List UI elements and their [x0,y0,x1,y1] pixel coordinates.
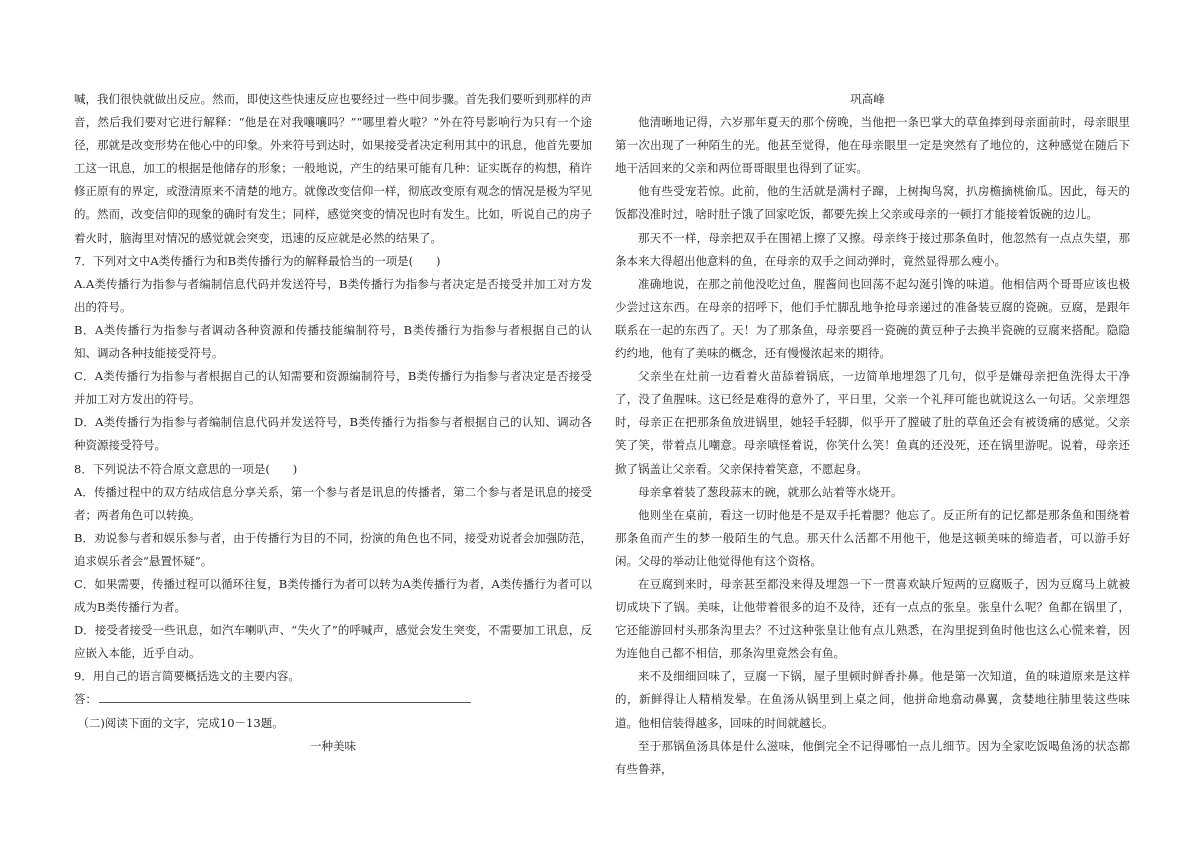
q7-option-b: B．A类传播行为指参与者调动各种资源和传播技能编制符号，B类传播行为指参与者根据自己的认知、调动各种技能接受符号。 [74,322,592,361]
story-paragraph: 母亲拿着装了葱段蒜末的碗，就那么站着等水烧开。 [638,484,903,499]
question-9: 9．用自己的语言简要概括选文的主要内容。 [74,669,300,684]
story-paragraph: 在豆腐到来时，母亲甚至都没来得及埋怨一下一贯喜欢缺斤短两的豆腐贩子，因为豆腐马上就被切成块下了锅。美味，让他带着很多的迫不及待，还有一点点的张皇。张皇什么呢？鱼都在锅里了，它还能游回村头那条沟里去？不过这种张皇让他有点儿熟悉，在沟里捉到鱼时他也这么心慌来着，因为连他自己都不相信，那条沟里竟然会有鱼。 [615,576,1130,661]
story-paragraph: 至于那锅鱼汤具体是什么滋味，他倒完全不记得哪怕一点儿细节。因为全家吃饭喝鱼汤的状态都有些鲁莽， [615,738,1130,776]
question-8: 8．下列说法不符合原文意思的一项是( ) [74,461,298,476]
q8-option-b: B．劝说参与者和娱乐参与者，由于传播行为目的不同，扮演的角色也不同，接受劝说者会加强防范，追求娱乐者会“悬置怀疑”。 [74,530,592,568]
q8-option-a: A．传播过程中的双方结成信息分享关系，第一个参与者是讯息的传播者，第二个参与者是讯息的接受者；两者角色可以转换。 [74,484,592,522]
intro-paragraph: 喊，我们很快就做出反应。然而，即使这些快速反应也要经过一些中间步骤。首先我们要听到那样的声音，然后我们要对它进行解释：“他是在对我嚷嚷吗？”“哪里着火啦？”外在符号影响行为只有一个途径，那就是改变形势在他心中的印象。外来符号到达时，如果接受者决定利用其中的讯息，他首先要加工这一讯息，加工的根据是他储存的形象；一般地说，产生的结果可能有几种：证实既存的构想，稍许修正原有的界定，或澄清原来不清楚的地方。就像改变信仰一样，彻底改变原有观念的情况是极为罕见的。然而，改变信仰的现象的确时有发生；同样，感觉突变的情况也时有发生。比如，听说自己的房子着火时，脑海里对情况的感觉就会突变，迅速的反应就是必然的结果了。 [74,92,592,245]
author-name: 巩高峰 [850,92,885,106]
story-paragraph: 他有些受宠若惊。此前，他的生活就是满村子蹿，上树掏鸟窝，扒房檐摘桃偷瓜。因此，每天的饭都没准时过，啥时肚子饿了回家吃饭，都要先挨上父亲或母亲的一顿打才能接着饭碗的边儿。 [615,184,1130,222]
answer-line[interactable] [99,692,471,703]
story-paragraph: 父亲坐在灶前一边看着火苗舔着锅底，一边简单地埋怨了几句，似乎是嫌母亲把鱼洗得太干净了，没了鱼腥味。这已经是难得的意外了，平日里，父亲一个礼拜可能也就说这么一句话。父亲埋怨时，母亲正在把那条鱼放进锅里，她轻手轻脚，似乎开了膛破了肚的草鱼还会有被烫痛的感觉。父亲笑了笑，带着点儿嘲意。母亲嗔怪着说，你笑什么笑！鱼真的还没死，还在锅里游呢。说着，母亲还掀了锅盖让父亲看。父亲保持着笑意，不愿起身。 [615,369,1130,476]
q7-option-a: A.A类传播行为指参与者编制信息代码并发送符号，B类传播行为指参与者决定是否接受并加工对方发出的符号。 [74,276,592,314]
story-paragraph: 他则坐在桌前，看这一切时他是不是双手托着腮？他忘了。反正所有的记忆都是那条鱼和围绕着那条鱼而产生的梦一般陌生的气息。那天什么活都不用他干，他是这顿美味的缔造者，可以游手好闲。父母的举动让他觉得他有这个资格。 [615,507,1130,568]
answer-label: 答： [74,692,97,707]
story-paragraph: 他清晰地记得，六岁那年夏天的那个傍晚，当他把一条巴掌大的草鱼捧到母亲面前时，母亲眼里第一次出现了一种陌生的光。他甚至觉得，他在母亲眼里一定是突然有了地位的，这种感觉在随后下地干活回来的父亲和两位哥哥眼里也得到了证实。 [615,115,1130,176]
section-2-heading: （二)阅读下面的文字，完成10－13题。 [77,715,284,730]
q7-option-c: C．A类传播行为指参与者根据自己的认知需要和资源编制符号，B类传播行为指参与者决定是否接受并加工对方发出的符号。 [74,369,592,407]
story-paragraph: 来不及细细回味了，豆腐一下锅，屋子里顿时鲜香扑鼻。他是第一次知道，鱼的味道原来是这样的，新鲜得让人精梢发晕。在鱼汤从锅里到上桌之间，他拼命地翕动鼻翼，贪婪地往肺里装这些味道。他相信装得越多，回味的时间就越长。 [615,669,1130,730]
right-column [615,88,1130,781]
answer-row [74,688,592,711]
q8-option-d: D．接受者接受一些讯息，如汽车喇叭声、“失火了”的呼喊声，感觉会发生突变，不需要加工讯息，反应嵌入本能，近乎自动。 [74,623,592,661]
question-7: 7．下列对文中A类传播行为和B类传播行为的解释最恰当的一项是( ) [74,253,441,268]
story-paragraph: 那天不一样，母亲把双手在围裙上擦了又擦。母亲终于接过那条鱼时，他忽然有一点点失望，那条本来大得超出他意料的鱼，在母亲的双手之间动弹时，竟然显得那么瘦小。 [615,230,1130,268]
q8-option-c: C．如果需要，传播过程可以循环往复，B类传播行为者可以转为A类传播行为者，A类传播行为者可以成为B类传播行为者。 [74,576,592,615]
left-column [74,88,592,758]
story-title: 一种美味 [310,738,356,753]
story-paragraph: 准确地说，在那之前他没吃过鱼，腥酱间也回荡不起勾涎引馋的味道。他相信两个哥哥应该也极少尝过这东西。在母亲的招呼下，他们手忙脚乱地争抢母亲递过的准备装豆腐的瓷碗。豆腐，是跟年联系在一起的东西了。天！为了那条鱼，母亲要舀一瓷碗的黄豆种子去换半瓷碗的豆腐来搭配。隐隐约约地，他有了美味的概念，还有慢慢浓起来的期待。 [615,276,1130,361]
q7-option-d: D．A类传播行为指参与者编制信息代码并发送符号，B类传播行为指参与者根据自己的认知、调动各种资源接受符号。 [74,415,592,453]
